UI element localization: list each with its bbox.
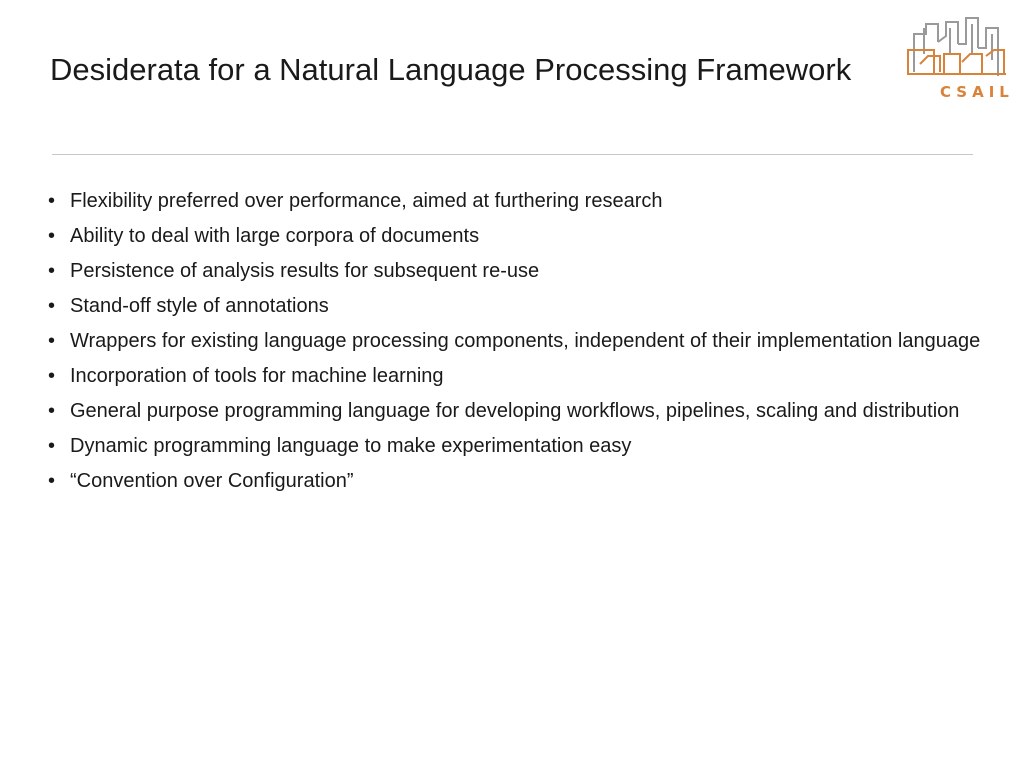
bullet-text: Stand-off style of annotations (70, 295, 329, 317)
slide-title: Desiderata for a Natural Language Processing Framework (50, 52, 852, 87)
bullet-text: “Convention over Configuration” (70, 470, 354, 492)
bullet-dot-icon: • (48, 330, 56, 352)
bullet-dot-icon: • (48, 400, 56, 422)
title-divider (52, 154, 973, 155)
bullet-item (48, 397, 983, 426)
bullet-list (48, 187, 983, 502)
bullet-item (48, 292, 983, 321)
bullet-dot-icon: • (48, 295, 56, 317)
bullet-item (48, 187, 983, 216)
bullet-item (48, 327, 983, 356)
bullet-text: Wrappers for existing language processing components, independent of their implementation language (70, 330, 981, 352)
bullet-dot-icon: • (48, 225, 56, 247)
bullet-text: Persistence of analysis results for subsequent re-use (70, 260, 540, 282)
bullet-item (48, 362, 983, 391)
bullet-text: General purpose programming language for developing workflows, pipelines, scaling and distribution (70, 400, 960, 422)
bullet-text: Flexibility preferred over performance, aimed at furthering research (70, 190, 663, 212)
bullet-dot-icon: • (48, 365, 56, 387)
bullet-dot-icon: • (48, 435, 56, 457)
csail-logo-text: CSAIL (940, 83, 1014, 101)
bullet-dot-icon: • (48, 190, 56, 212)
bullet-item (48, 432, 983, 461)
bullet-item (48, 257, 983, 286)
bullet-dot-icon: • (48, 260, 56, 282)
csail-logo-graphic (906, 14, 1020, 84)
bullet-text: Dynamic programming language to make experimentation easy (70, 435, 632, 457)
bullet-item (48, 467, 983, 496)
bullet-text: Incorporation of tools for machine learning (70, 365, 444, 387)
csail-logo (906, 14, 1020, 106)
bullet-item (48, 222, 983, 251)
bullet-text: Ability to deal with large corpora of documents (70, 225, 480, 247)
bullet-dot-icon: • (48, 470, 56, 492)
